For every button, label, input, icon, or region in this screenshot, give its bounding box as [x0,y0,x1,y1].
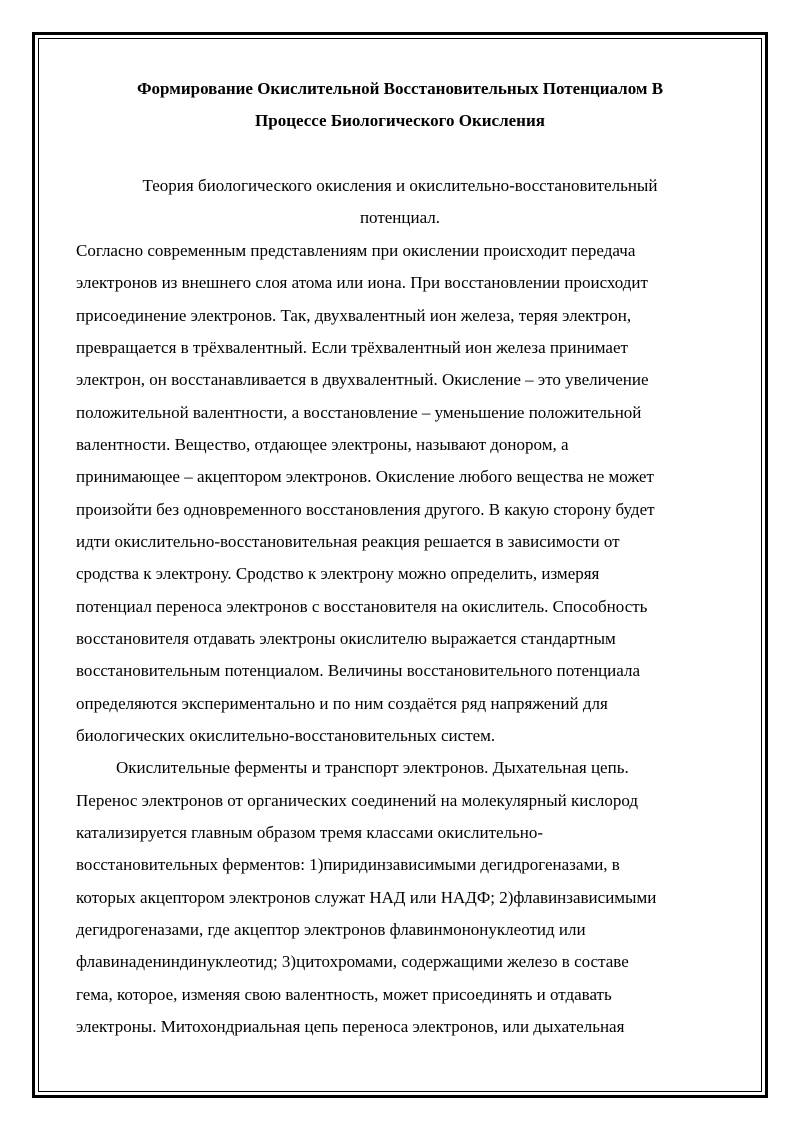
body-line: катализируется главным образом тремя классами окислительно- [76,823,544,842]
section-heading-line-1: Теория биологического окисления и окислительно-восстановительный [142,176,658,195]
body-line: валентности. Вещество, отдающее электроны, называют донором, а [76,435,569,454]
body-line: электроны. Митохондриальная цепь переноса электронов, или дыхательная [76,1017,625,1036]
body-line: электрон, он восстанавливается в двухвалентный. Окисление – это увеличение [76,370,649,389]
body-line: восстановителя отдавать электроны окислителю выражается стандартным [76,629,616,648]
document-title-line-1: Формирование Окислительной Восстановительных Потенциалом В [136,79,664,98]
body-line: определяются экспериментально и по ним создаётся ряд напряжений для [76,694,608,713]
document-title-line-2: Процессе Биологического Окисления [255,111,545,130]
body-line: превращается в трёхвалентный. Если трёхвалентный ион железа принимает [76,338,628,357]
paragraph-first-line: Окислительные ферменты и транспорт электронов. Дыхательная цепь. [116,758,629,777]
body-line: электронов из внешнего слоя атома или иона. При восстановлении происходит [76,273,648,292]
body-line: восстановительным потенциалом. Величины восстановительного потенциала [76,661,641,680]
section-heading-line-2: потенциал. [359,208,441,227]
body-line: принимающее – акцептором электронов. Окисление любого вещества не может [76,467,654,486]
body-line: восстановительных ферментов: 1)пиридинзависимыми дегидрогеназами, в [76,855,620,874]
body-line: дегидрогеназами, где акцептор электронов флавинмононуклеотид или [76,920,586,939]
body-line: произойти без одновременного восстановления другого. В какую сторону будет [76,500,655,519]
body-line: потенциал переноса электронов с восстановителя на окислитель. Способность [76,597,648,616]
body-line: которых акцептором электронов служат НАД или НАДФ; 2)флавинзависимыми [76,888,657,907]
body-line: биологических окислительно-восстановительных систем. [76,726,496,745]
body-line: сродства к электрону. Сродство к электрону можно определить, измеряя [76,564,600,583]
body-line: идти окислительно-восстановительная реакция решается в зависимости от [76,532,620,551]
body-line: положительной валентности, а восстановление – уменьшение положительной [76,403,642,422]
body-line: Согласно современным представлениям при окислении происходит передача [76,241,636,260]
body-line: флавинадениндинуклеотид; 3)цитохромами, содержащими железо в составе [76,952,629,971]
body-line: гема, которое, изменяя свою валентность, может присоединять и отдавать [76,985,612,1004]
body-line: Перенос электронов от органических соединений на молекулярный кислород [76,791,639,810]
body-line: присоединение электронов. Так, двухвалентный ион железа, теряя электрон, [76,306,632,325]
